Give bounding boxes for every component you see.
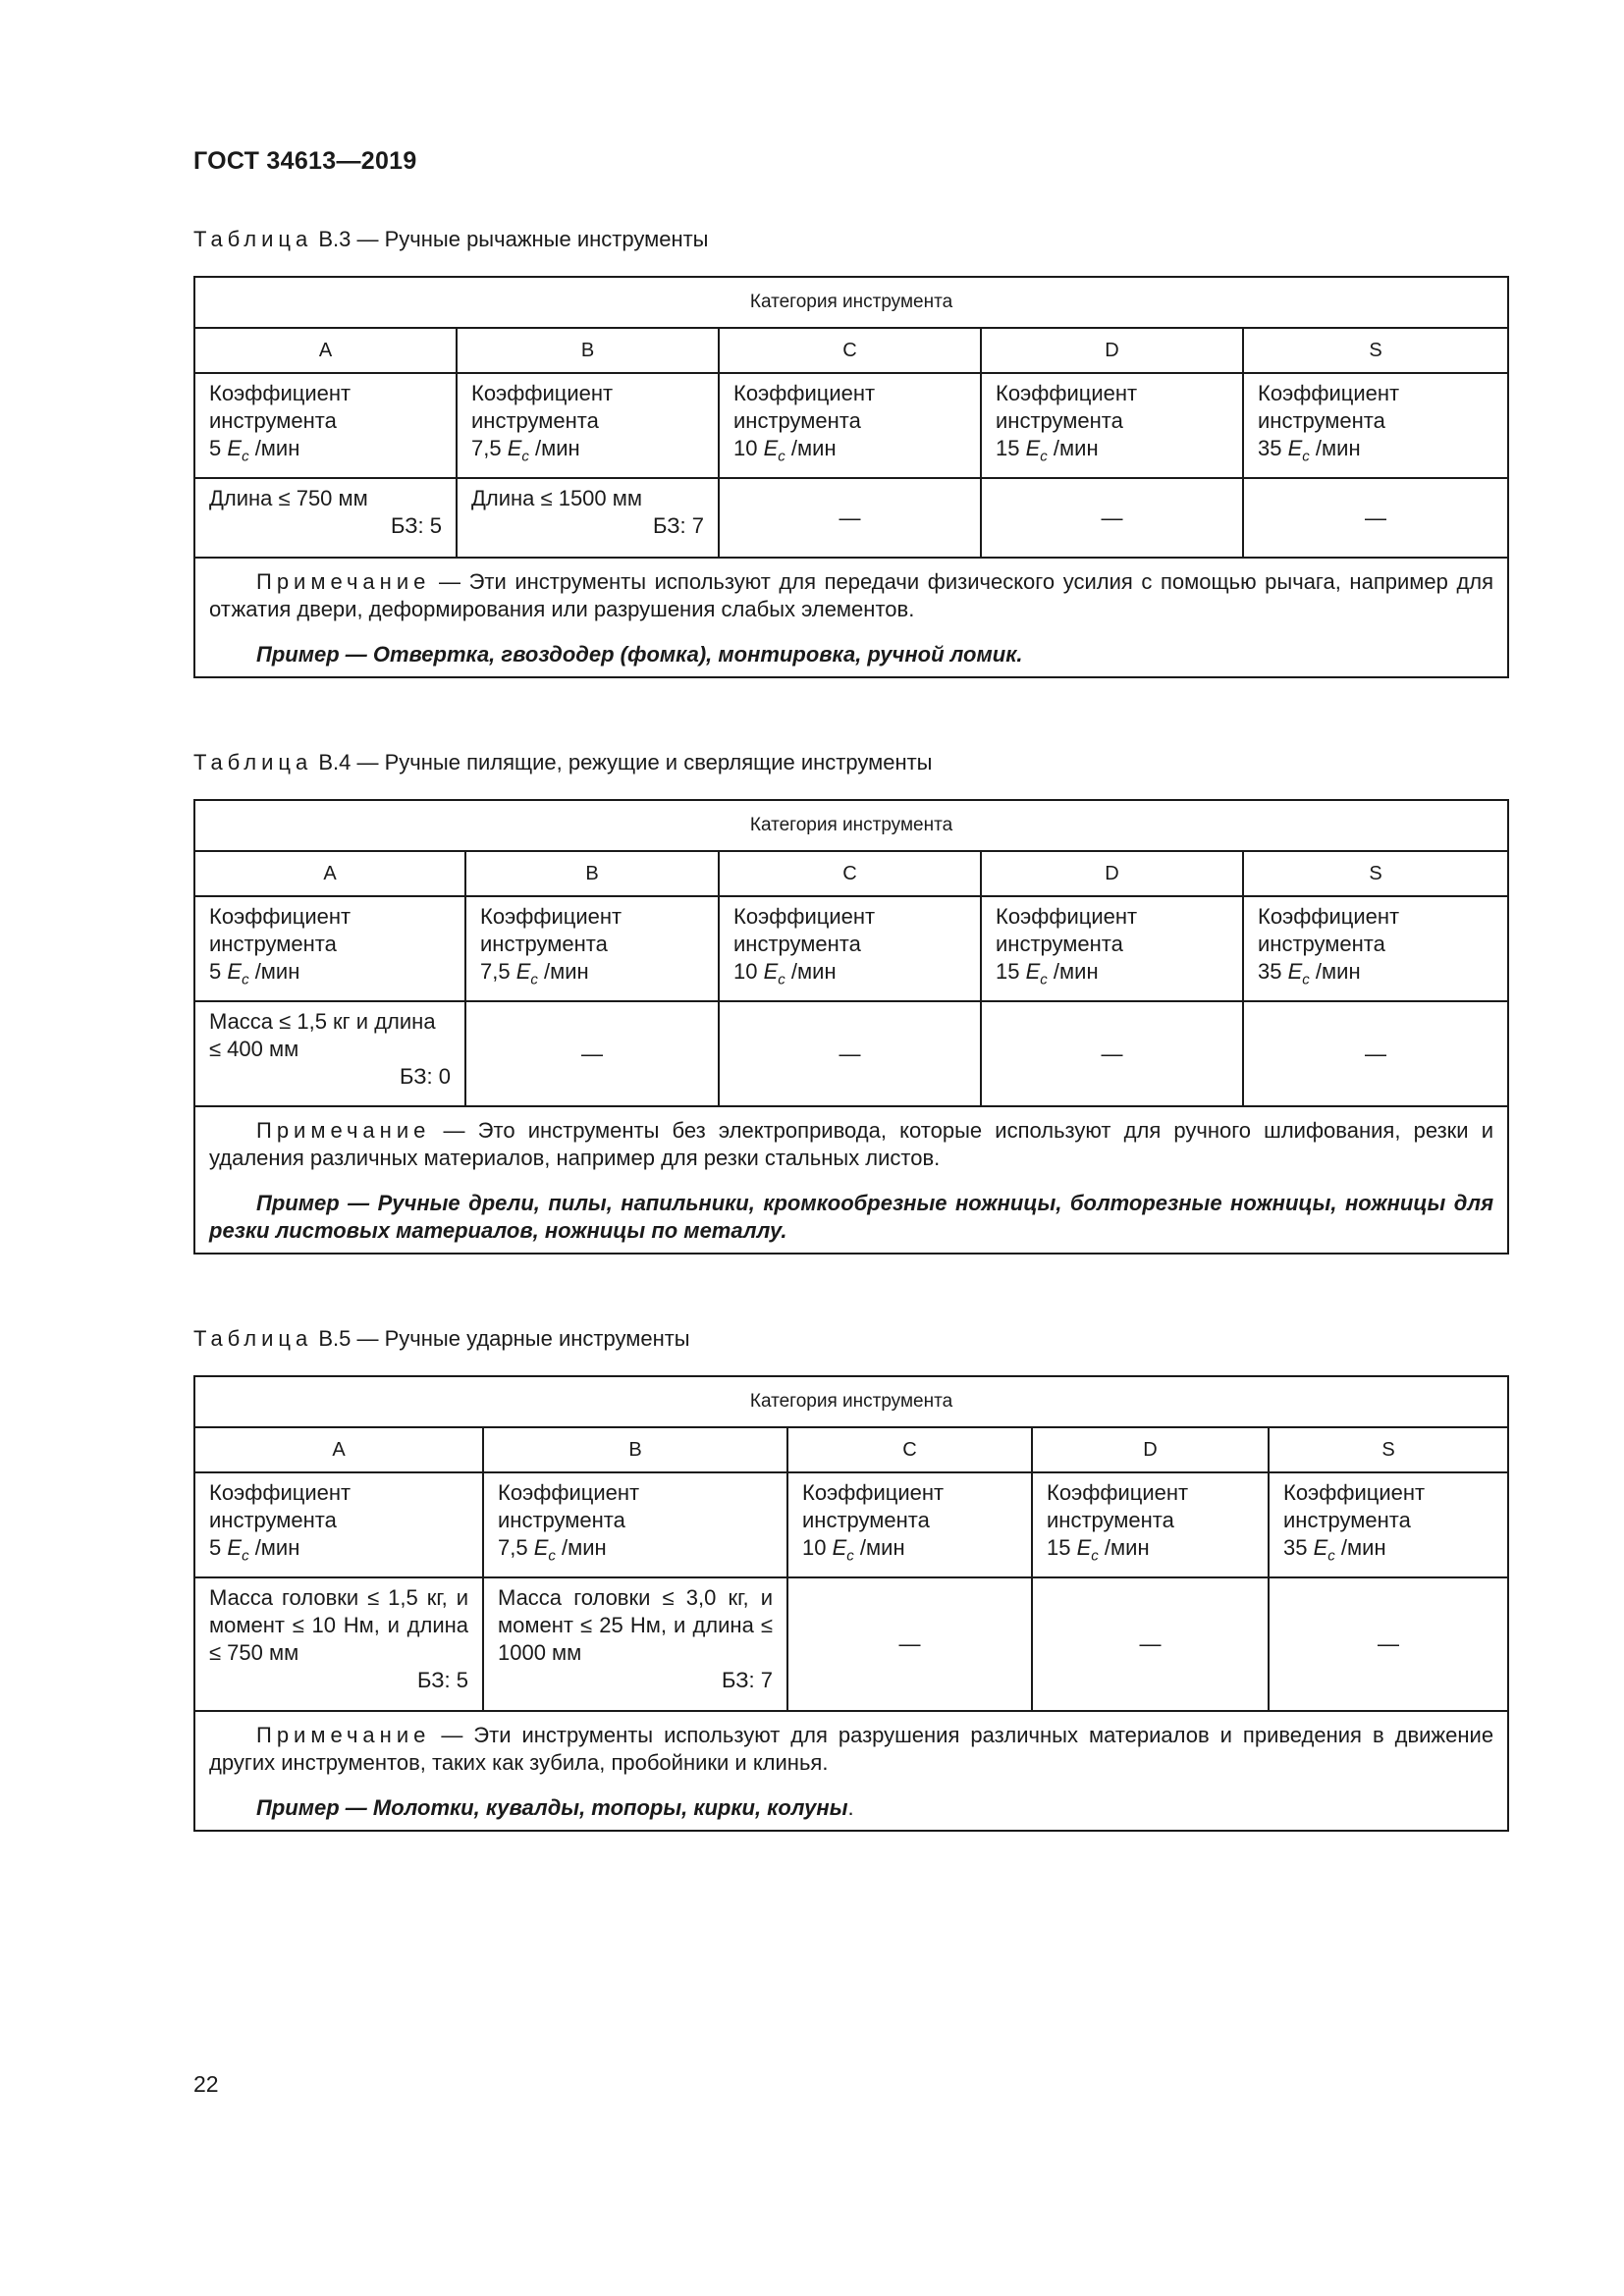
column-header-d: D: [981, 851, 1243, 896]
empty-value-dash: —: [1243, 1001, 1508, 1106]
caption-word: Таблица: [193, 227, 313, 251]
empty-value-dash: —: [1269, 1577, 1508, 1711]
example: Пример — Молотки, кувалды, топоры, кирки, колуны.: [256, 1795, 854, 1820]
note: Примечание — Эти инструменты используют для разрушения различных материалов и приведения в движение других инструментов, таких как зубила, пробойники и клинья.: [209, 1723, 1494, 1775]
empty-value-dash: —: [1032, 1577, 1269, 1711]
coefficient-cell: Коэффициент инструмента 5 $E_c$ /мин: [194, 1472, 483, 1577]
coefficient-cell: Коэффициент инструмента 7,5 $E_c$ /мин: [483, 1472, 787, 1577]
column-header-a: A: [194, 1427, 483, 1472]
empty-value-dash: —: [465, 1001, 719, 1106]
note-cell: [194, 1711, 1508, 1831]
table-b3: [193, 276, 1509, 678]
category-header: Категория инструмента: [194, 277, 1508, 328]
coefficient-cell: Коэффициент инструмента 10 $E_c$ /мин: [719, 373, 981, 478]
table-caption-b3: [193, 227, 709, 252]
example: Пример — Отвертка, гвоздодер (фомка), монтировка, ручной ломик.: [256, 642, 1023, 667]
coefficient-cell: Коэффициент инструмента 15 $E_c$ /мин: [981, 373, 1243, 478]
table-caption-b5: [193, 1326, 690, 1352]
coefficient-cell: Коэффициент инструмента 7,5 $E_c$ /мин: [457, 373, 719, 478]
value-cell: Масса головки ≤ 1,5 кг, и момент ≤ 10 Нм, и длина ≤ 750 мм БЗ: 5: [194, 1577, 483, 1711]
caption-title: В.4 — Ручные пилящие, режущие и сверлящие инструменты: [312, 750, 933, 774]
column-header-b: B: [465, 851, 719, 896]
column-header-c: C: [787, 1427, 1032, 1472]
coefficient-cell: Коэффициент инструмента 5 $E_c$ /мин: [194, 373, 457, 478]
empty-value-dash: —: [719, 478, 981, 558]
note: Примечание — Это инструменты без электропривода, которые используют для ручного шлифования, резки и удаления различных материалов, например для резки стальных листов.: [209, 1118, 1494, 1170]
column-header-a: A: [194, 851, 465, 896]
note-cell: [194, 1106, 1508, 1254]
empty-value-dash: —: [981, 478, 1243, 558]
caption-word: Таблица: [193, 750, 313, 774]
column-header-b: B: [457, 328, 719, 373]
value-cell: Масса ≤ 1,5 кг и длина ≤ 400 мм БЗ: 0: [194, 1001, 465, 1106]
note: Примечание — Эти инструменты используют для передачи физического усилия с помощью рычага, например для отжатия двери, деформирования или разрушения слабых элементов.: [209, 569, 1494, 621]
coefficient-cell: Коэффициент инструмента 10 $E_c$ /мин: [719, 896, 981, 1001]
coefficient-cell: Коэффициент инструмента 10 $E_c$ /мин: [787, 1472, 1032, 1577]
column-header-b: B: [483, 1427, 787, 1472]
column-header-d: D: [981, 328, 1243, 373]
empty-value-dash: —: [719, 1001, 981, 1106]
column-header-c: C: [719, 328, 981, 373]
value-cell: Масса головки ≤ 3,0 кг, и момент ≤ 25 Нм, и длина ≤ 1000 мм БЗ: 7: [483, 1577, 787, 1711]
bz-label: БЗ: 0: [400, 1064, 451, 1089]
coefficient-cell: Коэффициент инструмента 15 $E_c$ /мин: [981, 896, 1243, 1001]
empty-value-dash: —: [787, 1577, 1032, 1711]
bz-label: БЗ: 7: [722, 1668, 773, 1692]
coefficient-cell: Коэффициент инструмента 35 $E_c$ /мин: [1243, 896, 1508, 1001]
table-caption-b4: [193, 750, 933, 775]
column-header-s: S: [1243, 328, 1508, 373]
column-header-d: D: [1032, 1427, 1269, 1472]
bz-label: БЗ: 5: [391, 513, 442, 538]
page-number: 22: [193, 2071, 219, 2097]
coefficient-cell: Коэффициент инструмента 7,5 $E_c$ /мин: [465, 896, 719, 1001]
empty-value-dash: —: [981, 1001, 1243, 1106]
document-title: ГОСТ 34613—2019: [193, 147, 417, 175]
empty-value-dash: —: [1243, 478, 1508, 558]
caption-title: В.3 — Ручные рычажные инструменты: [312, 227, 709, 251]
column-header-a: A: [194, 328, 457, 373]
table-b5: [193, 1375, 1509, 1832]
bz-label: БЗ: 7: [653, 513, 704, 538]
coefficient-cell: Коэффициент инструмента 35 $E_c$ /мин: [1243, 373, 1508, 478]
category-header: Категория инструмента: [194, 1376, 1508, 1427]
caption-word: Таблица: [193, 1326, 313, 1351]
column-header-s: S: [1269, 1427, 1508, 1472]
coefficient-cell: Коэффициент инструмента 15 $E_c$ /мин: [1032, 1472, 1269, 1577]
column-header-c: C: [719, 851, 981, 896]
caption-title: В.5 — Ручные ударные инструменты: [312, 1326, 690, 1351]
bz-label: БЗ: 5: [417, 1668, 468, 1692]
coefficient-cell: Коэффициент инструмента 35 $E_c$ /мин: [1269, 1472, 1508, 1577]
category-header: Категория инструмента: [194, 800, 1508, 851]
column-header-s: S: [1243, 851, 1508, 896]
value-cell: Длина ≤ 750 мм БЗ: 5: [194, 478, 457, 558]
coefficient-cell: Коэффициент инструмента 5 $E_c$ /мин: [194, 896, 465, 1001]
table-b4: [193, 799, 1509, 1255]
note-cell: [194, 558, 1508, 677]
example: Пример — Ручные дрели, пилы, напильники, кромкообрезные ножницы, болторезные ножницы, ножницы для резки листовых материалов, ножницы по металлу.: [209, 1191, 1494, 1243]
value-cell: Длина ≤ 1500 мм БЗ: 7: [457, 478, 719, 558]
